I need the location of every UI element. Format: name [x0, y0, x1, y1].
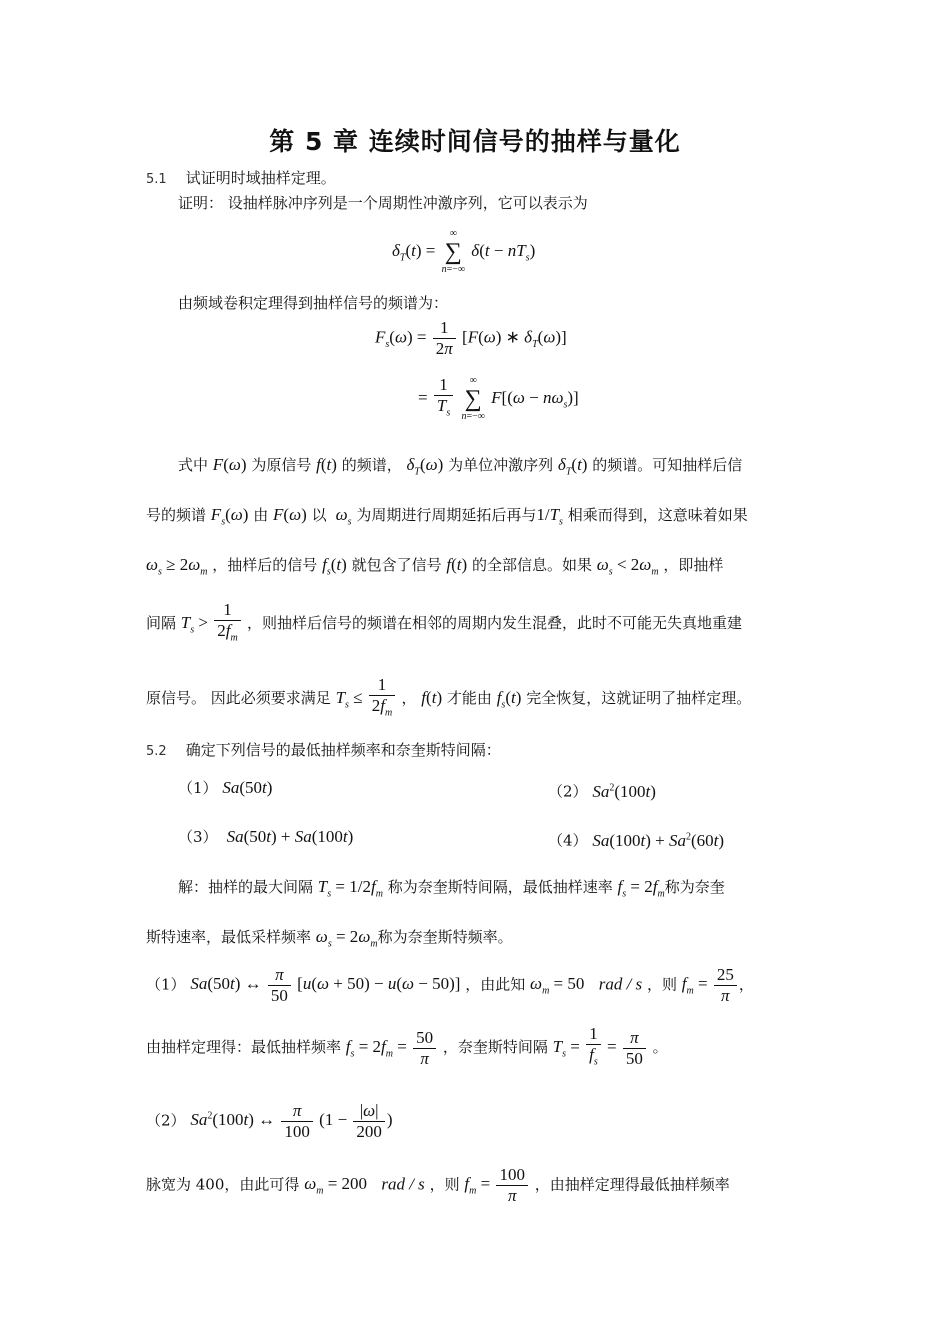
paragraph-line-3: $\omega_s \ge 2\omega_m$ ，抽样后的信号 $f_s(t)$ 就包含了信号 f(t) 的全部信息。如果 $\omega_s < 2\omega_m$ ，即抽样: [146, 555, 724, 578]
proof-intro: 证明： 设抽样脉冲序列是一个周期性冲激序列，它可以表示为: [178, 194, 588, 212]
solution-line-1: 解：抽样的最大间隔 $T_s = 1/2f_m$ 称为奈奎斯特间隔，最低抽样速率 $f_s = 2f_m$称为奈奎: [178, 877, 725, 900]
problem-5-1: [146, 168, 336, 190]
problem-text: 试证明时域抽样定理。: [185, 169, 336, 187]
part-1-line-1: （1） Sa(50t) ↔ $\frac{\pi}{50}$ [u(ω + 50) − u(ω − 50)] ，由此知 $\omega_m = 50$ rad / s ，则 $f_m$ = $\frac{25}{\pi}$ ，: [146, 965, 754, 1005]
problem-text: 确定下列信号的最低抽样频率和奈奎斯特间隔：: [185, 741, 501, 759]
paragraph-line-4: 间隔 $T_s$ > $\frac{1}{2f_m}$ ，则抽样后信号的频谱在相邻的周期内发生混叠，此时不可能无失真地重建: [146, 600, 742, 644]
equation-impulse-train: $\delta_T(t)$ = ∞ ∑ n=−∞ $\delta(t - nT_s)$: [392, 228, 536, 275]
signal-item-2: （2） Sa$^2$(100t): [548, 781, 656, 801]
paragraph-line-2: 号的频谱 $F_s(\omega)$ 由 F(ω) 以 $\omega_s$ 为周期进行周期延拓后再与$1/T_s$ 相乘而得到，这意味着如果: [146, 505, 748, 528]
solution-line-2: 斯特速率，最低采样频率 $\omega_s = 2\omega_m$称为奈奎斯特频率。: [146, 927, 513, 950]
signal-item-1: （1） Sa(50t): [178, 778, 273, 797]
paragraph-line-1: 式中 F(ω) 为原信号 f(t) 的频谱， $\delta_T(\omega)$ 为单位冲激序列 $\delta_T(t)$ 的频谱。可知抽样后信: [178, 455, 743, 478]
problem-number: 5.2: [146, 744, 167, 759]
signal-item-3: （3） Sa(50t) + Sa(100t): [178, 827, 354, 846]
part-2-line-2: 脉宽为 400，由此可得 $\omega_m = 200$ rad / s ，则 $f_m$ = $\frac{100}{\pi}$ ，由抽样定理得最低抽样频率: [146, 1165, 730, 1205]
problem-5-2: [146, 740, 501, 762]
signal-item-4: （4） $Sa(100t) + Sa^2(60t)$: [548, 830, 725, 850]
freq-conv-text: 由频域卷积定理得到抽样信号的频谱为：: [178, 294, 449, 312]
paragraph-line-5: 原信号。 因此必须要求满足 $T_s$ ≤ $\frac{1}{2f_m}$ ， f(t) 才能由 $f_s(t)$ 完全恢复，这就证明了抽样定理。: [146, 675, 752, 719]
part-1-line-2: 由抽样定理得：最低抽样频率 $f_s = 2f_m$ = $\frac{50}{\pi}$ ，奈奎斯特间隔 $T_s$ = $\frac{1}{f_s}$ = $\frac{\pi}{50}$ 。: [146, 1024, 668, 1068]
equation-spectrum-2: = $\frac{1}{T_s}$ ∞ ∑ n=−∞ $F[(\omega - n\omega_s)]$: [418, 375, 579, 423]
problem-number: 5.1: [146, 172, 167, 187]
equation-spectrum-1: $F_s(\omega)$ = $\frac{1}{2\pi}$ [F(ω) ∗ $\delta_T(\omega)$]: [375, 318, 567, 358]
chapter-title: 第 5 章 连续时间信号的抽样与量化: [269, 127, 681, 156]
part-2-line-1: （2） Sa$^2$(100t) ↔ $\frac{\pi}{100}$ (1 − $\frac{|\omega|}{200}$ ): [146, 1101, 393, 1141]
